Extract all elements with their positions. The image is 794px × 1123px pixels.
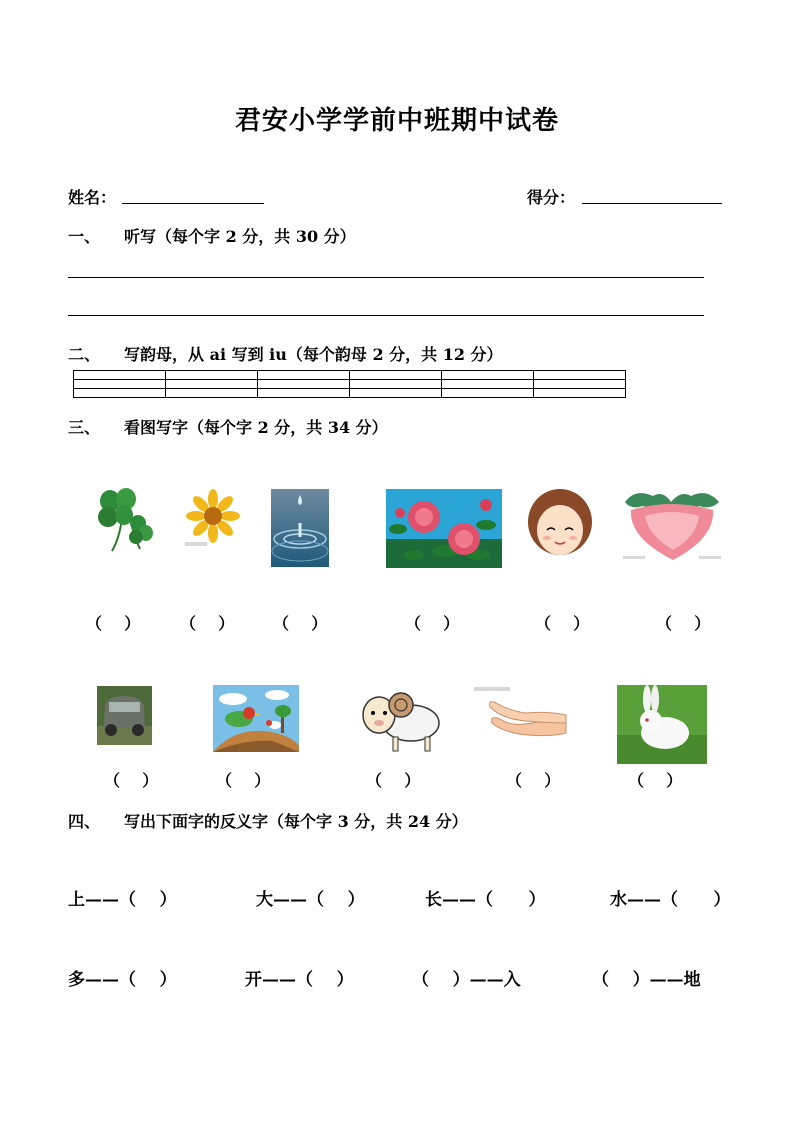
- vowel-cell[interactable]: [258, 389, 350, 398]
- hands-icon: [470, 685, 570, 745]
- sunflower-icon: [183, 488, 241, 550]
- section-1-text: 听写（每个字 2 分，共 30 分）: [124, 227, 356, 246]
- section-3-text: 看图写字（每个字 2 分，共 34 分）: [124, 418, 388, 437]
- sheep-icon: [355, 685, 445, 755]
- vowel-cell[interactable]: [166, 389, 258, 398]
- vowel-cell[interactable]: [350, 371, 442, 380]
- birds-icon: [213, 685, 299, 752]
- section-2-text: 写韵母，从 ai 写到 iu（每个韵母 2 分，共 12 分）: [124, 345, 503, 364]
- answer-blank[interactable]: （ ）: [656, 614, 711, 633]
- vowel-cell[interactable]: [258, 380, 350, 389]
- car-icon: [97, 686, 152, 745]
- name-label: 姓名：: [68, 188, 117, 207]
- section-3-number: 三、: [68, 418, 101, 437]
- girl-face-icon: [527, 488, 593, 558]
- vowel-cell[interactable]: [166, 380, 258, 389]
- vowel-cell[interactable]: [350, 389, 442, 398]
- answer-blank[interactable]: （ ）: [86, 614, 141, 633]
- vowel-cell[interactable]: [74, 389, 166, 398]
- section-2-number: 二、: [68, 345, 101, 364]
- water-drop-icon: [271, 489, 329, 567]
- answer-blank[interactable]: （ ）: [405, 614, 460, 633]
- score-label: 得分：: [527, 188, 576, 207]
- clover-icon: [92, 487, 154, 553]
- antonym-item[interactable]: 大——（ ）: [256, 890, 365, 910]
- section-4-heading: [68, 809, 468, 832]
- radish-icon: [615, 488, 727, 564]
- answer-blank[interactable]: （ ）: [273, 614, 328, 633]
- answer-blank[interactable]: （ ）: [366, 771, 421, 790]
- section-4-text: 写出下面字的反义字（每个字 3 分，共 24 分）: [124, 812, 468, 831]
- vowel-grid-row: [74, 389, 626, 398]
- answer-blank[interactable]: （ ）: [506, 771, 561, 790]
- vowel-cell[interactable]: [442, 371, 534, 380]
- vowel-grid-row: [74, 380, 626, 389]
- answer-blank[interactable]: （ ）: [180, 614, 235, 633]
- section-2-heading: [68, 342, 503, 365]
- vowel-grid-row: [74, 371, 626, 380]
- dictation-line-1[interactable]: [68, 277, 704, 278]
- roses-icon: [386, 489, 502, 568]
- vowel-cell[interactable]: [442, 389, 534, 398]
- answer-blank[interactable]: （ ）: [628, 771, 683, 790]
- section-1-number: 一、: [68, 227, 101, 246]
- score-field[interactable]: [582, 203, 722, 204]
- vowel-cell[interactable]: [534, 380, 626, 389]
- section-4-number: 四、: [68, 812, 101, 831]
- antonym-item[interactable]: （ ）——入: [412, 970, 521, 990]
- antonym-item[interactable]: （ ）——地: [592, 970, 701, 990]
- vowel-cell[interactable]: [534, 371, 626, 380]
- antonym-item[interactable]: 水——（ ）: [610, 890, 731, 910]
- antonym-item[interactable]: 长——（ ）: [425, 890, 546, 910]
- answer-blank[interactable]: （ ）: [216, 771, 271, 790]
- antonym-item[interactable]: 上——（ ）: [68, 890, 177, 910]
- answer-blank[interactable]: （ ）: [104, 771, 159, 790]
- vowel-cell[interactable]: [534, 389, 626, 398]
- vowel-cell[interactable]: [442, 380, 534, 389]
- page-title: 君安小学学前中班期中试卷: [234, 106, 559, 136]
- vowel-cell[interactable]: [74, 371, 166, 380]
- dictation-line-2[interactable]: [68, 315, 704, 316]
- vowel-cell[interactable]: [74, 380, 166, 389]
- rabbit-icon: [617, 685, 707, 764]
- section-1-heading: [68, 224, 356, 247]
- section-3-heading: [68, 415, 388, 438]
- vowel-grid: [73, 370, 626, 398]
- antonym-item[interactable]: 多——（ ）: [68, 970, 177, 990]
- answer-blank[interactable]: （ ）: [535, 614, 590, 633]
- vowel-cell[interactable]: [166, 371, 258, 380]
- vowel-cell[interactable]: [350, 380, 442, 389]
- vowel-cell[interactable]: [258, 371, 350, 380]
- name-field[interactable]: [122, 203, 264, 204]
- antonym-item[interactable]: 开——（ ）: [245, 970, 354, 990]
